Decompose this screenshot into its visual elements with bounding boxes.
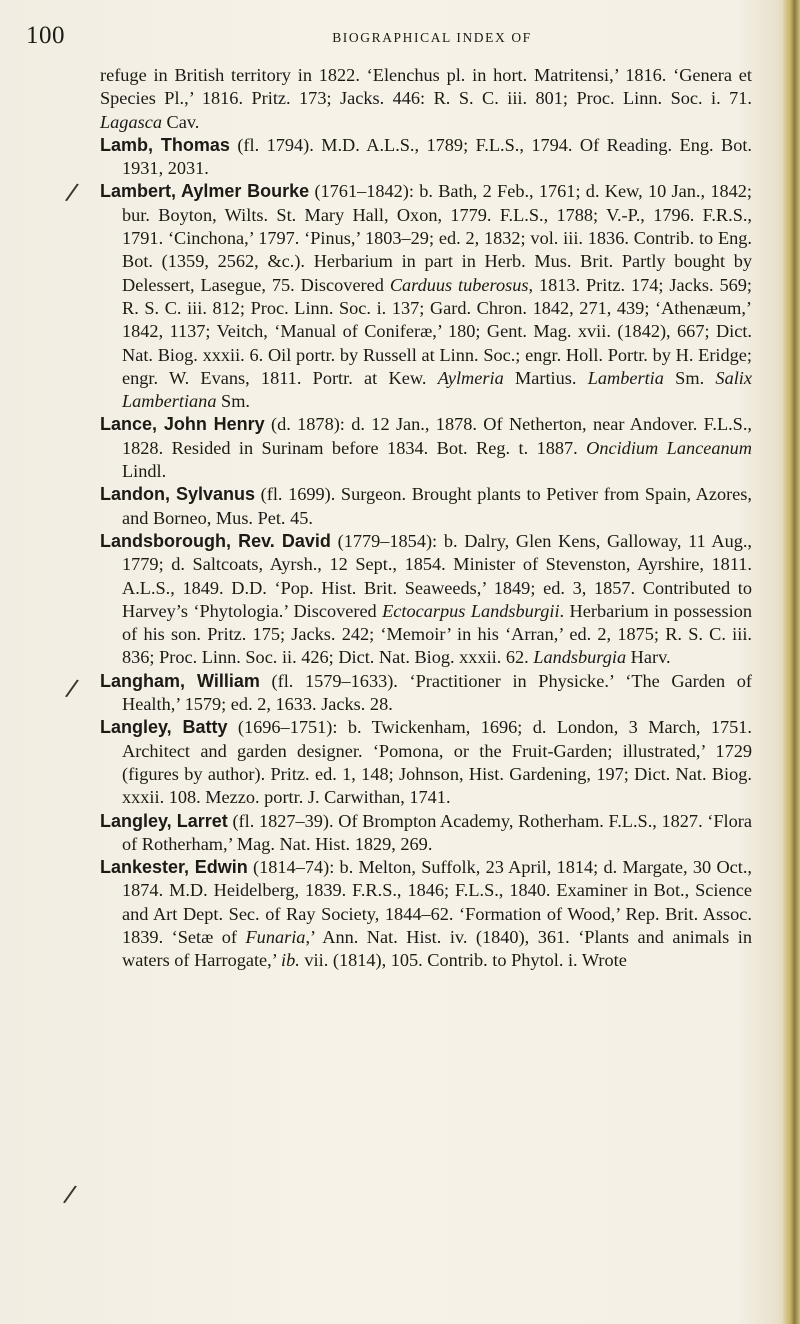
page-edge — [782, 0, 800, 1324]
index-entry-landon — [100, 483, 752, 530]
index-entries — [100, 64, 752, 973]
entry-name: Landsborough, Rev. David — [100, 530, 331, 551]
entry-text: (fl. 1579–1633). ‘Practitioner in Physicke.’ ‘The Garden of Health,’ 1579; ed. 2, 1633. Jacks. 28. — [122, 670, 752, 715]
entry-text: (1696–1751): b. Twickenham, 1696; d. London, 3 March, 1751. Architect and garden designer. ‘Pomona, or the Fruit-Garden; illustrated,’ 1729 (figures by author). Pritz. ed. 1, 148; Johnson, Hist. Gardening, 197; Dict. Nat. Biog. xxxii. 108. Mezzo. portr. J. Carwithan, 1741. — [122, 717, 752, 808]
entry-italic-name: Salix Lambertiana — [122, 367, 752, 412]
index-entry-lambert — [100, 180, 752, 413]
entry-name: Lambert, Aylmer Bourke — [100, 181, 310, 202]
entry-text: , 1813. Pritz. 174; Jacks. 569; R. S. C. iii. 812; Proc. Linn. Soc. i. 137; Gard. Chron. 1842, 271, 439; ‘Athenæum,’ 1842, 1137; Veitch, ‘Manual of Coniferæ,’ 180; Gent. Mag. xvii. (1842), 667; Dict. Nat. Biog. xxxii. 6. Oil portr. by Russell at Linn. Soc.; engr. Holl. Portr. by H. Eridge; engr. W. Evans, 1811. Portr. at Kew. — [122, 274, 753, 388]
entry-text: (fl. 1827–39). Of Brompton Academy, Rotherham. F.L.S., 1827. ‘Flora of Rotherham,’ Mag. Nat. Hist. 1829, 269. — [122, 810, 752, 854]
entry-text: . Herbarium in possession of his son. Pritz. 175; Jacks. 242; ‘Memoir’ in his ‘Arran,’ ed. 2, 1875; R. S. C. iii. 836; Proc. Linn. Soc. ii. 426; Dict. Nat. Biog. xxxii. 62. — [122, 600, 753, 668]
entry-name: Langley, Larret — [100, 810, 228, 831]
entry-text: ,’ Ann. Nat. Hist. iv. (1840), 361. ‘Plants and animals in waters of Harrogate,’ — [122, 926, 752, 971]
entry-italic-name: Landsburgia — [533, 647, 627, 668]
index-entry-landsborough — [100, 530, 752, 670]
margin-tick-mark: / — [63, 673, 81, 703]
entry-italic-name: ib. — [281, 950, 300, 971]
entry-text: Harv. — [626, 647, 671, 668]
index-entry-langley-larret — [100, 810, 752, 857]
entry-italic-name: Lagasca — [100, 111, 162, 132]
index-entry-lankester — [100, 856, 752, 972]
entry-italic-name: Funaria — [245, 926, 306, 947]
entry-italic-name: Oncidium Lanceanum — [586, 437, 752, 458]
entry-text: (d. 1878): d. 12 Jan., 1878. Of Netherton, near Andover. F.L.S., 1828. Resided in Surinam before 1834. Bot. Reg. t. 1887. — [122, 414, 752, 458]
entry-text: (1779–1854): b. Dalry, Glen Kens, Galloway, 11 Aug., 1779; d. Saltcoats, Ayrsh., 12 Sept., 1854. Minister of Stevenston, Ayrshire, 1811. A.L.S., 1849. D.D. ‘Pop. Hist. Brit. Seaweeds,’ 1849; ed. 3, 1857. Contributed to Harvey’s ‘Phytologia.’ Discovered — [122, 530, 752, 621]
entry-italic-name: Aylmeria — [437, 367, 504, 388]
entry-name: Lamb, Thomas — [100, 134, 230, 155]
entry-text: (1761–1842): b. Bath, 2 Feb., 1761; d. Kew, 10 Jan., 1842; bur. Boyton, Wilts. St. Mary Hall, Oxon, 1779. F.L.S., 1788; V.-P., 1796. F.R.S., 1791. ‘Cinchona,’ 1797. ‘Pinus,’ 1803–29; ed. 2, 1832; vol. iii. 1836. Contrib. to Eng. Bot. (1359, 2562, &c.). Herbarium in part in Herb. Mus. Brit. Partly bought by Delessert, Lasegue, 75. Discovered — [122, 181, 752, 295]
entry-text: Sm. — [216, 391, 250, 412]
entry-text: Martius. — [503, 367, 588, 388]
margin-tick-mark: / — [61, 1179, 79, 1209]
margin-tick-mark: / — [63, 177, 81, 207]
index-entry-lamb — [100, 134, 752, 181]
entry-name: Lankester, Edwin — [100, 857, 248, 878]
entry-text: (fl. 1794). M.D. A.L.S., 1789; F.L.S., 1794. Of Reading. Eng. Bot. 1931, 2031. — [122, 134, 752, 179]
index-entry-lance — [100, 413, 752, 483]
entry-text: (1814–74): b. Melton, Suffolk, 23 April, 1814; d. Margate, 30 Oct., 1874. M.D. Heidelberg, 1839. F.R.S., 1846; F.L.S., 1840. Examiner in Bot., Science and Art Dept. Sec. of Ray Society, 1844–62. ‘Formation of Wood,’ Rep. Brit. Assoc. 1839. ‘Setæ of — [122, 857, 752, 947]
entry-text: Sm. — [663, 367, 716, 388]
entry-name: Langley, Batty — [100, 717, 228, 738]
entry-name: Langham, William — [100, 670, 260, 691]
index-entry-refuge — [100, 64, 752, 134]
entry-text: Cav. — [161, 111, 200, 132]
index-entry-langley-batty — [100, 716, 752, 809]
entry-name: Lance, John Henry — [100, 414, 265, 435]
entry-text: Lindl. — [122, 461, 167, 482]
entry-italic-name: Carduus tuberosus — [389, 274, 529, 295]
index-entry-langham — [100, 670, 752, 717]
running-head: BIOGRAPHICAL INDEX OF — [332, 30, 532, 45]
page-header — [12, 22, 772, 52]
entry-italic-name: Lambertia — [587, 367, 664, 388]
entry-text: vii. (1814), 105. Contrib. to Phytol. i. Wrote — [299, 950, 627, 971]
page-number: 100 — [26, 22, 65, 49]
entry-name: Landon, Sylvanus — [100, 484, 256, 505]
entry-text: refuge in British territory in 1822. ‘Elenchus pl. in hort. Matritensi,’ 1816. ‘Genera et Species Pl.,’ 1816. Pritz. 173; Jacks. 446: R. S. C. iii. 801; Proc. Linn. Soc. i. 71. — [100, 65, 752, 109]
entry-italic-name: Ectocarpus Landsburgii — [382, 600, 560, 621]
entry-text: (fl. 1699). Surgeon. Brought plants to Petiver from Spain, Azores, and Borneo, Mus. Pet. 45. — [122, 484, 752, 528]
